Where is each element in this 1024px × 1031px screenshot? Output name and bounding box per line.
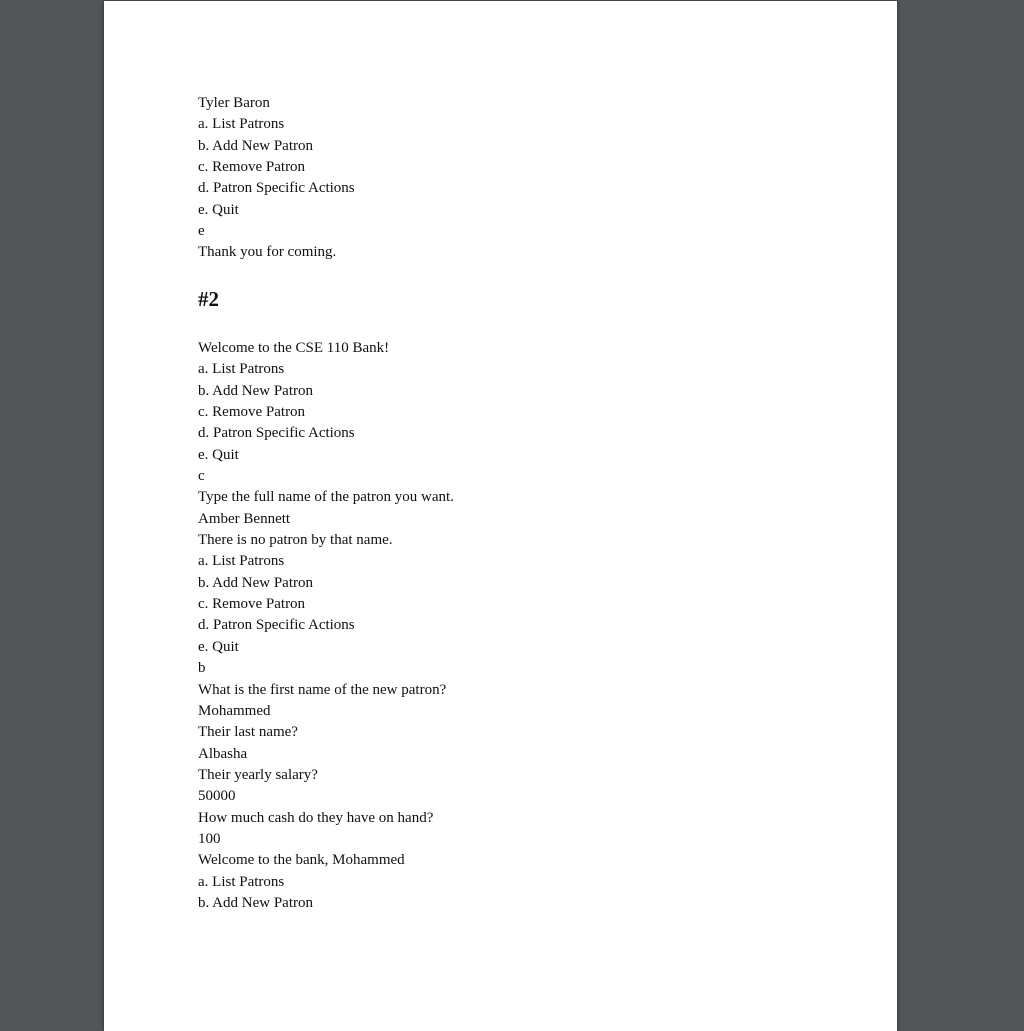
output-line: Welcome to the bank, Mohammed (198, 852, 405, 869)
output-line: What is the first name of the new patron? (198, 681, 447, 698)
output-line: a. List Patrons (198, 361, 285, 378)
output-line: How much cash do they have on hand? (198, 809, 434, 826)
output-line: Tyler Baron (198, 95, 270, 111)
output-line: e. Quit (198, 446, 239, 463)
output-line: Their yearly salary? (198, 766, 318, 783)
console-output-section-1 (198, 93, 355, 264)
output-line: There is no patron by that name. (198, 532, 393, 549)
console-output-section-2 (198, 338, 454, 914)
section-heading: #2 (198, 287, 219, 311)
output-line: a. List Patrons (198, 873, 285, 890)
output-line: b (198, 660, 206, 677)
output-line: Welcome to the CSE 110 Bank! (198, 340, 390, 356)
output-line: e (198, 223, 205, 240)
output-line: b. Add New Patron (198, 894, 313, 911)
output-line: b. Add New Patron (198, 574, 313, 591)
output-line: 100 (198, 830, 221, 847)
output-line: b. Add New Patron (198, 137, 313, 154)
output-line: c. Remove Patron (198, 596, 306, 613)
output-line: e. Quit (198, 638, 239, 655)
output-line: a. List Patrons (198, 116, 285, 133)
output-line: d. Patron Specific Actions (198, 425, 355, 442)
output-line: d. Patron Specific Actions (198, 180, 355, 197)
output-line: c (198, 468, 205, 485)
output-line: d. Patron Specific Actions (198, 617, 355, 634)
output-line: Thank you for coming. (198, 244, 337, 261)
output-line: Amber Bennett (198, 510, 291, 527)
output-line: b. Add New Patron (198, 382, 313, 399)
output-line: e. Quit (198, 201, 239, 218)
output-line: Type the full name of the patron you want. (198, 489, 454, 506)
output-line: Mohammed (198, 702, 271, 719)
output-line: c. Remove Patron (198, 404, 306, 421)
output-line: 50000 (198, 788, 236, 805)
document-page (104, 1, 897, 1031)
output-line: c. Remove Patron (198, 159, 306, 176)
output-line: Their last name? (198, 724, 298, 741)
output-line: Albasha (198, 745, 248, 762)
output-line: a. List Patrons (198, 553, 285, 570)
